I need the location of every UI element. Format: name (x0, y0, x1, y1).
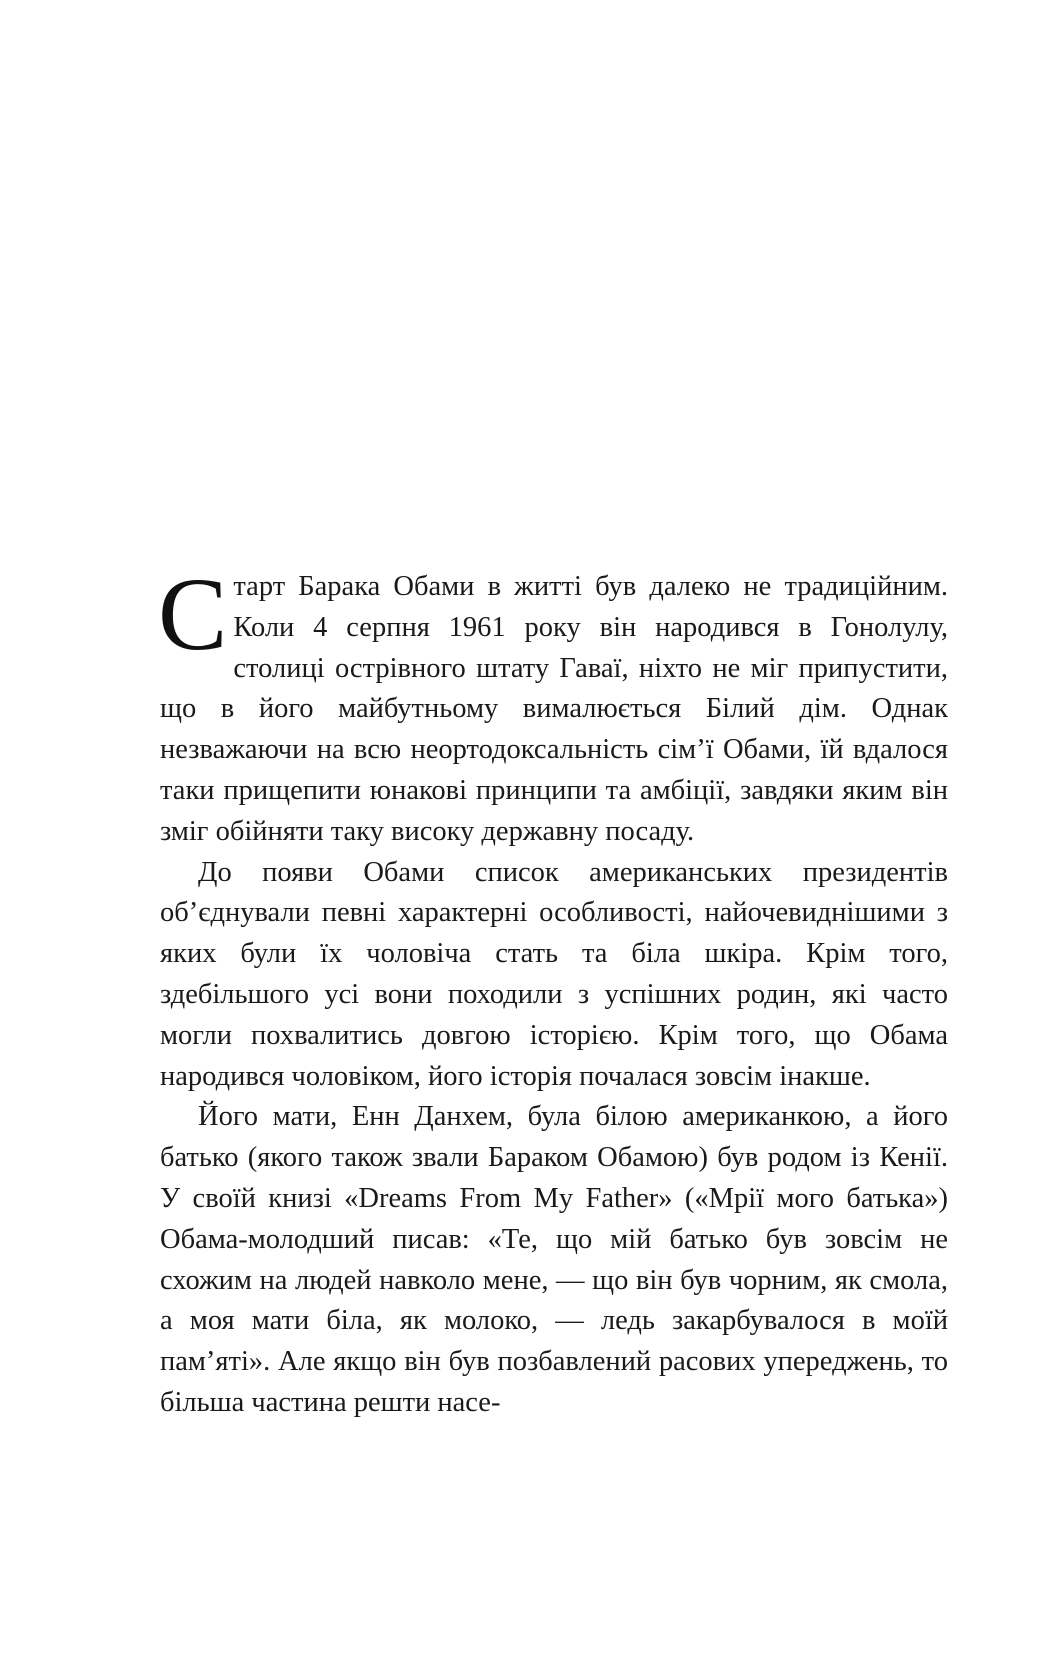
paragraph-text: До появи Обами список американських президентів об’єднували певні характерні особливості, найочевиднішими з яких були їх чоловіча стать та біла шкіра. Крім того, здебільшого усі вони походили з успішних родин, які часто могли похвалитись довгою історією. Крім того, що Обама народився чоловіком, його історія почалася зовсім інакше. (160, 856, 948, 1092)
drop-cap: С (158, 557, 228, 672)
paragraph-3 (160, 1097, 948, 1423)
paragraph-2 (160, 853, 948, 1098)
paragraph-1 (158, 557, 948, 853)
paragraph-text: тарт Барака Обами в житті був далеко не традиційним. Коли 4 серпня 1961 року він народився в Гонолулу, столиці острівного штату Гаваї, ніхто не міг припустити, що в його майбутньому вималюється Білий дім. Однак незважаючи на всю неортодоксальність сім’ї Обами, їй вдалося таки прищепити юнакові принципи та амбіції, завдяки яким він зміг обійняти таку високу державну посаду. (160, 571, 948, 847)
paragraph-text: Його мати, Енн Данхем, була білою американкою, а його батько (якого також звали Бараком Обамою) був родом із Кенії. У своїй книзі «Dreams From My Father» («Мрії мого батька») Обама-молодший писав: «Те, що мій батько був зовсім не схожим на людей навколо мене, — що він був чорним, як смола, а моя мати біла, як молоко, — ледь закарбувалося в моїй пам’яті». Але якщо він був позбавлений расових упереджень, то більша частина решти насе- (160, 1101, 948, 1418)
body-text (158, 557, 948, 1424)
